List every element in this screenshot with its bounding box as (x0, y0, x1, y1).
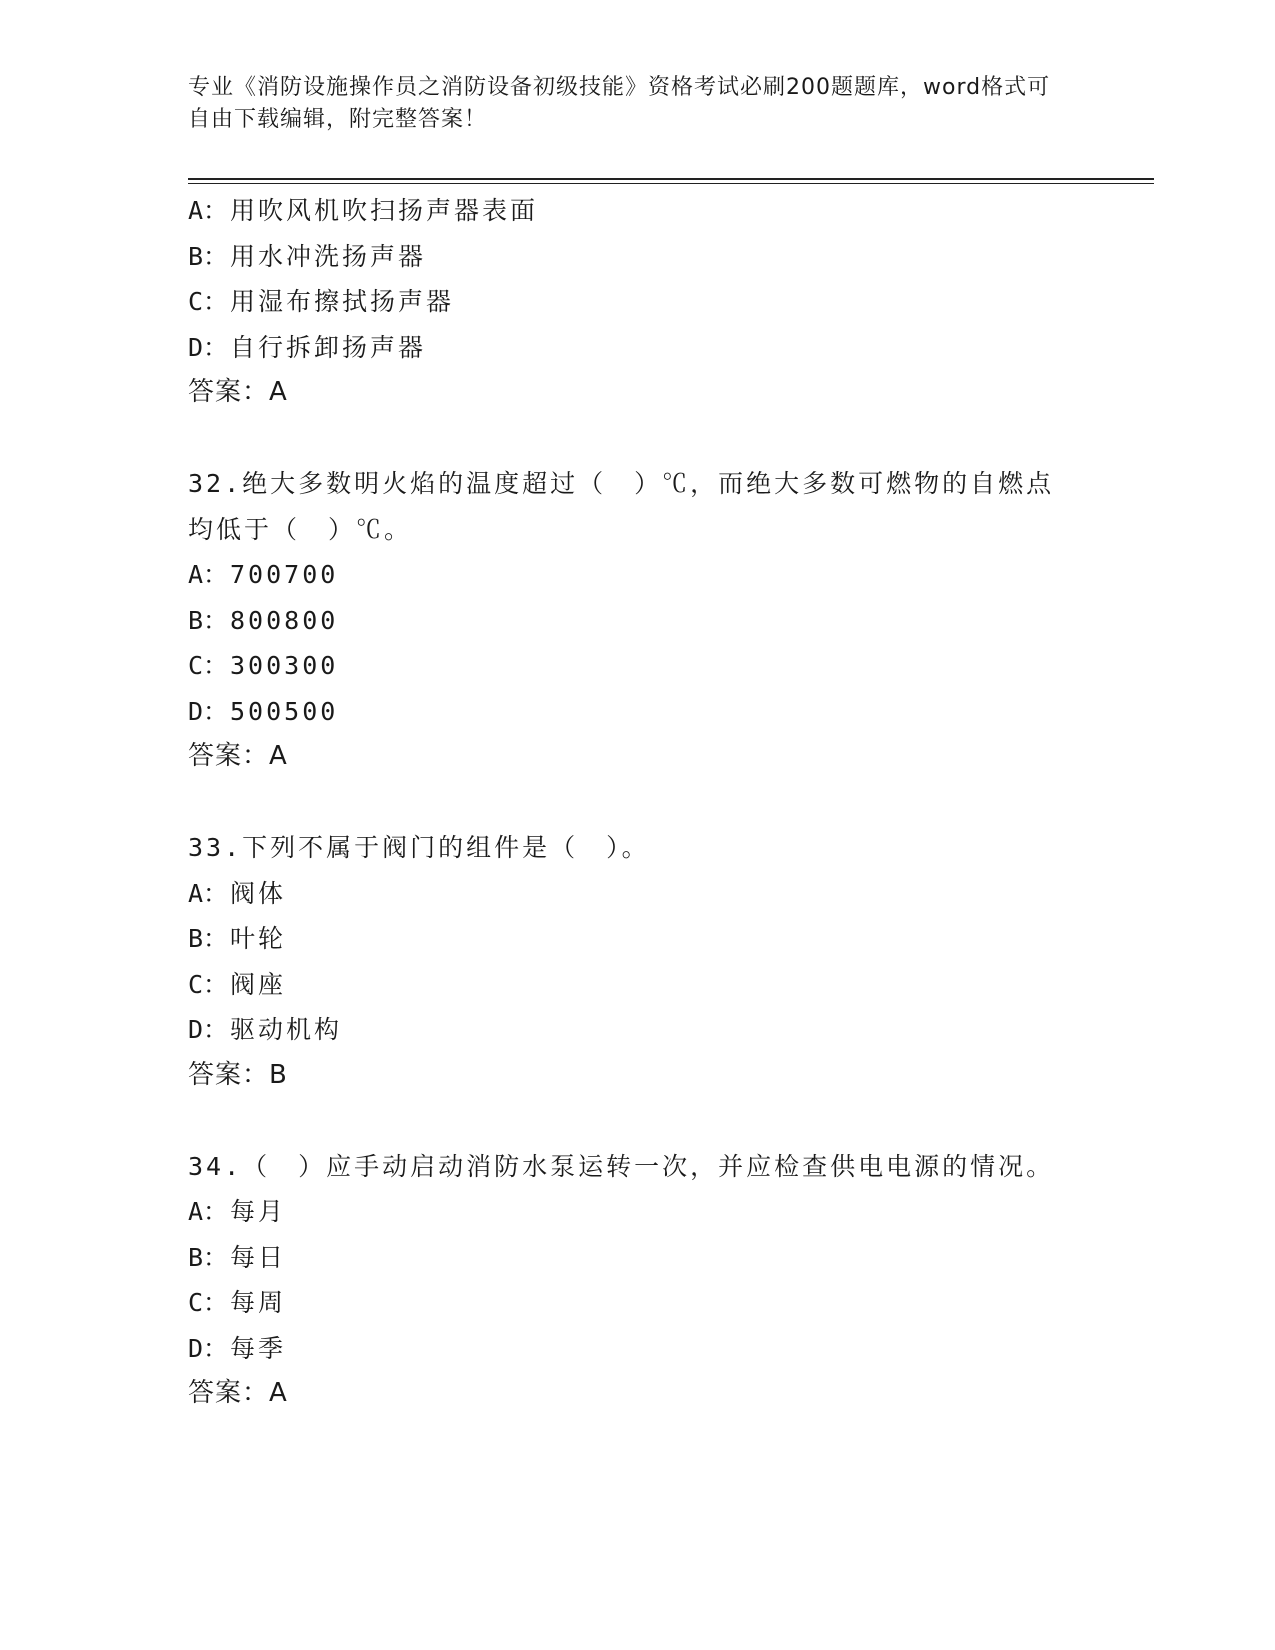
option-c: C：300300 (188, 651, 339, 680)
option-b: B：用水冲洗扬声器 (188, 241, 427, 271)
option-b: B：叶轮 (188, 924, 287, 953)
question-32 (188, 461, 1088, 780)
option-c: C：阀座 (188, 969, 287, 999)
option-c: C：用湿布擦拭扬声器 (188, 287, 455, 316)
option-a: A：阀体 (188, 878, 287, 908)
option-a: A：700700 (188, 560, 339, 589)
answer-line: 答案：B (188, 1059, 288, 1090)
option-b: B：每日 (188, 1242, 287, 1272)
option-d: D：自行拆卸扬声器 (188, 332, 427, 362)
question-list (188, 188, 1088, 1417)
question-stem: 34.（ ）应手动启动消防水泵运转一次，并应检查供电电源的情况。 (188, 1151, 1055, 1181)
header-divider-thick (188, 178, 1154, 180)
answer-line: 答案：A (188, 1378, 288, 1408)
option-d: D：驱动机构 (188, 1015, 343, 1044)
question-stem: 33.下列不属于阀门的组件是（ ）。 (188, 833, 650, 862)
question-33 (188, 825, 1088, 1098)
option-d: D：500500 (188, 696, 339, 726)
option-c: C：每周 (188, 1288, 287, 1317)
question-31 (188, 188, 1088, 416)
answer-line: 答案：A (188, 377, 288, 407)
option-b: B：800800 (188, 605, 339, 635)
option-d: D：每季 (188, 1333, 287, 1363)
option-a: A：每月 (188, 1197, 287, 1226)
question-34 (188, 1144, 1088, 1417)
document-header: 专业《消防设施操作员之消防设备初级技能》资格考试必刷200题题库，word格式可自由下载编辑，附完整答案！ (188, 75, 1051, 132)
header-divider-thin (188, 183, 1154, 184)
question-stem: 32.绝大多数明火焰的温度超过（ ）℃，而绝大多数可燃物的自燃点均低于（ ）℃。 (188, 469, 1055, 544)
option-a: A：用吹风机吹扫扬声器表面 (188, 196, 539, 225)
answer-line: 答案：A (188, 741, 288, 771)
